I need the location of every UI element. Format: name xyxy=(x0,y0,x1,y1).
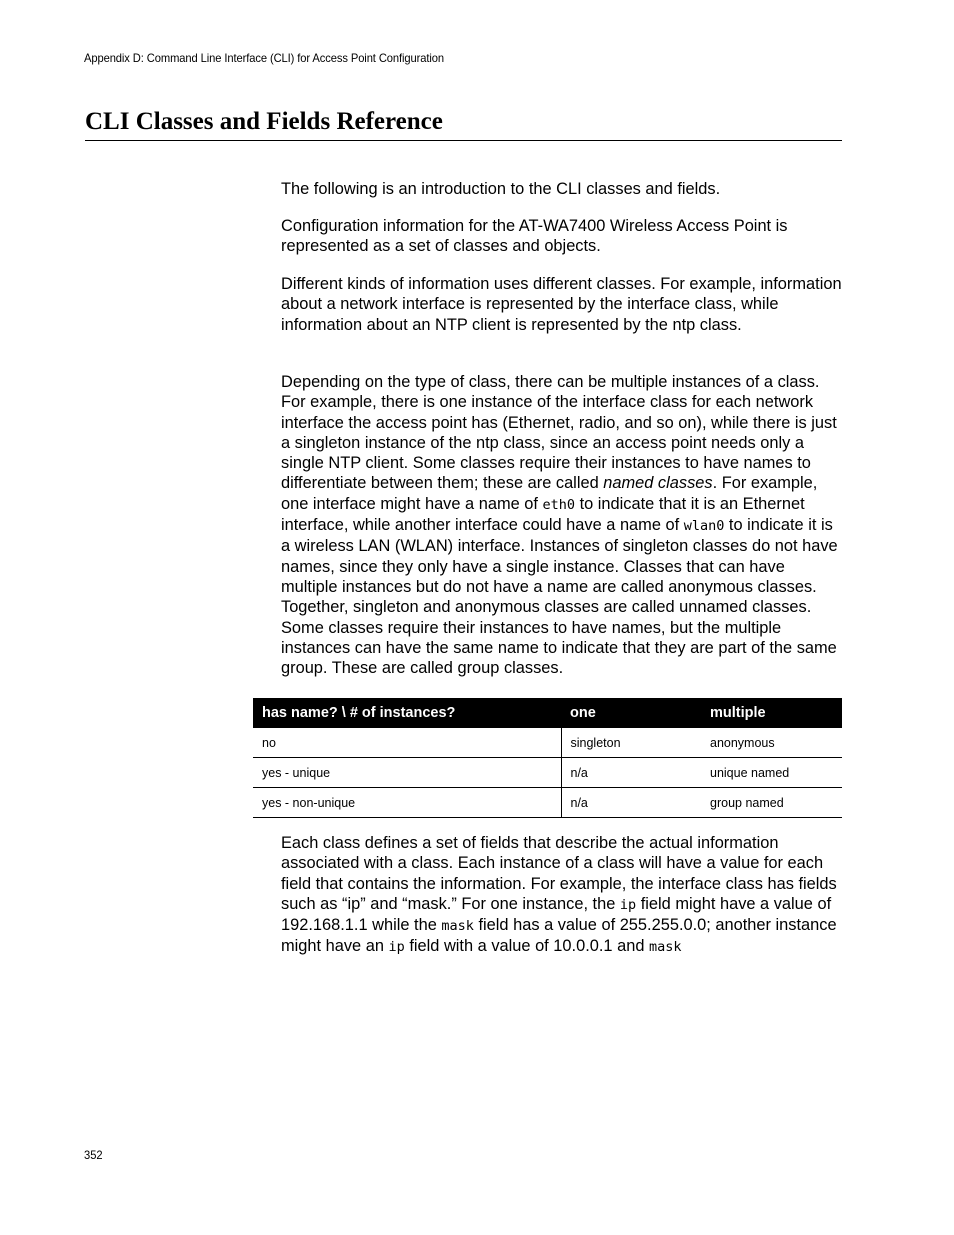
class-types-table xyxy=(253,698,842,818)
running-header: Appendix D: Command Line Interface (CLI) for Access Point Configuration xyxy=(84,51,445,65)
named-classes-term: named classes xyxy=(603,474,713,493)
code-eth0: eth0 xyxy=(542,496,576,513)
table-row xyxy=(253,758,842,788)
table-cell: singleton xyxy=(561,728,701,758)
table-cell: n/a xyxy=(561,758,701,788)
header-cell: multiple xyxy=(701,698,842,728)
section-title: CLI Classes and Fields Reference xyxy=(85,108,443,135)
classes-paragraph: Different kinds of information uses different classes. For example, information about a network interface is represented by the interface class, while information about an NTP client is represented by the ntp class. xyxy=(281,275,842,334)
table-cell: no xyxy=(253,728,561,758)
table-cell: yes - non-unique xyxy=(253,788,561,818)
title-rule xyxy=(85,140,842,141)
code-mask: mask xyxy=(441,918,474,935)
table-row xyxy=(253,728,842,758)
header-cell: has name? \ # of instances? xyxy=(253,698,561,728)
table-cell: n/a xyxy=(561,788,701,818)
code-mask: mask xyxy=(648,939,682,956)
fields-paragraph: Each class defines a set of fields that describe the actual information associated with a class. Each instance of a class will have a value for each field that contains the information. For example, the interface class has fields such as “ip” and “mask.” For one instance, the ip field might have a value of 192.168.1.1 while the mask field has a value of 255.255.0.0; another instance might have an ip field with a value of 10.0.0.1 and mask xyxy=(281,834,837,956)
code-ip: ip xyxy=(619,896,637,913)
table-header-row xyxy=(253,698,842,728)
code-ip: ip xyxy=(388,939,405,956)
table-cell: unique named xyxy=(701,758,842,788)
code-wlan0: wlan0 xyxy=(683,518,725,535)
config-paragraph: Configuration information for the AT-WA7400 Wireless Access Point is represented as a set of classes and objects. xyxy=(281,217,788,256)
instances-paragraph: Depending on the type of class, there can be multiple instances of a class. For example, there is one instance of the interface class for each network interface the access point has (Ethernet, radio, and so on), while there is just a singleton instance of the ntp class, since an access point needs only a single NTP client. Some classes require their instances to have names to differentiate between them; these are called named classes. For example, one interface might have a name of eth0 to indicate that it is an Ethernet interface, while another interface could have a name of wlan0 to indicate it is a wireless LAN (WLAN) interface. Instances of singleton classes do not have names, since they only have a single instance. Classes that can have multiple instances but do not have a name are called anonymous classes. Together, singleton and anonymous classes are called unnamed classes. Some classes require their instances to have names, but the multiple instances can have the same name to indicate that they are part of the same group. These are called group classes. xyxy=(281,373,838,678)
table-cell: anonymous xyxy=(701,728,842,758)
header-cell: one xyxy=(561,698,701,728)
intro-paragraph: The following is an introduction to the CLI classes and fields. xyxy=(281,180,721,198)
table-cell: yes - unique xyxy=(253,758,561,788)
table-cell: group named xyxy=(701,788,842,818)
table-row xyxy=(253,788,842,818)
page-number: 352 xyxy=(84,1148,103,1162)
